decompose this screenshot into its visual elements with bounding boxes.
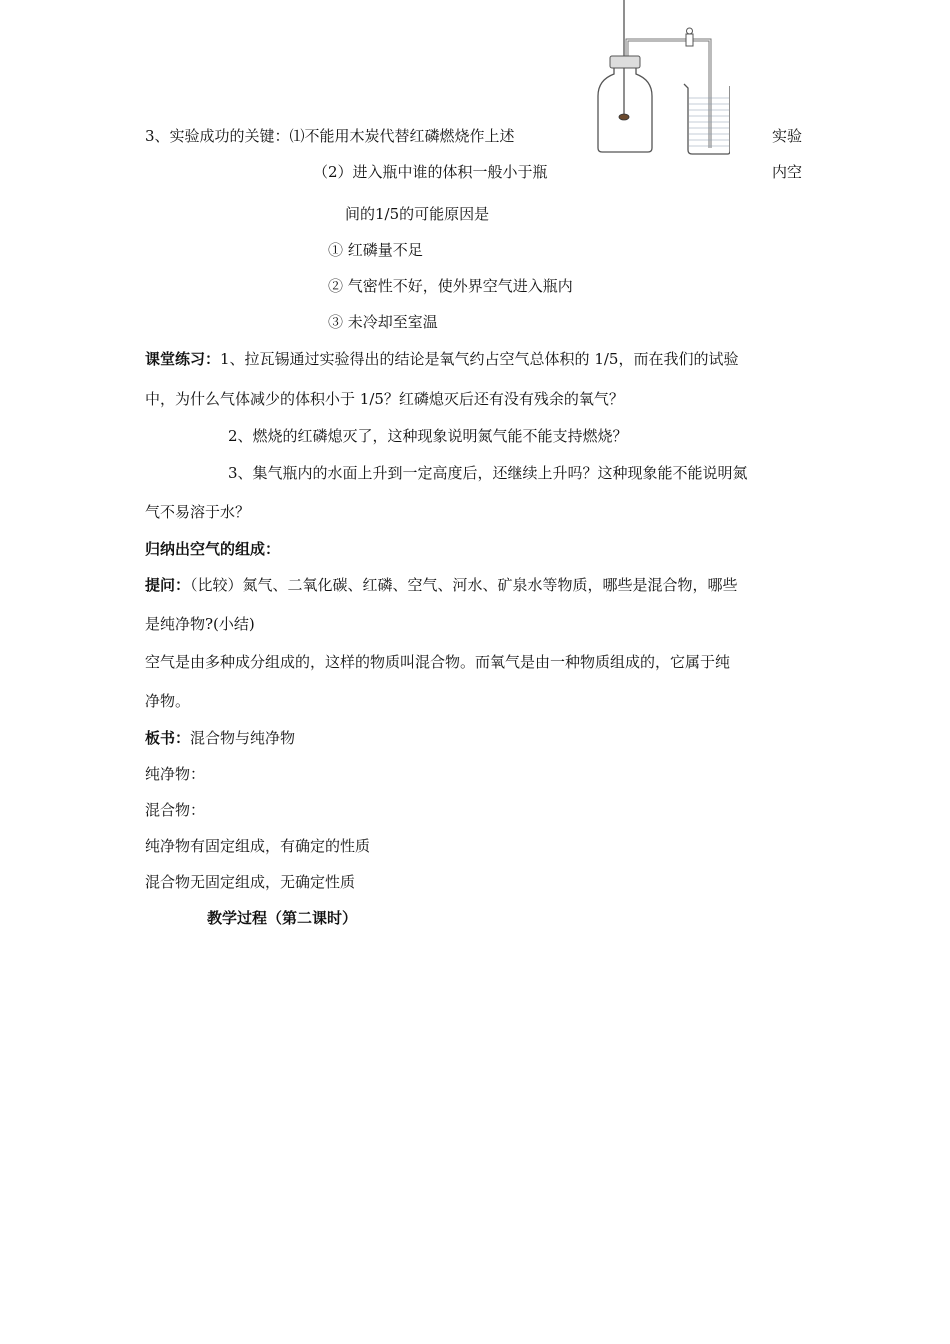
- reason-item: ③ 未冷却至室温: [328, 313, 438, 331]
- jar-stopper: [610, 56, 640, 68]
- exercise-label: 课堂练习：: [145, 350, 221, 368]
- board-line: 混合物：: [145, 801, 206, 819]
- experiment-apparatus-illustration: [590, 0, 730, 158]
- key-point-2-continuation: 间的1/5的可能原因是: [345, 205, 490, 223]
- board-line: 混合物无固定组成，无确定性质: [145, 873, 356, 891]
- question-label: 提问：: [145, 576, 191, 594]
- question-line1: [145, 575, 738, 595]
- summary-heading: 归纳出空气的组成：: [145, 540, 281, 558]
- key-point-1-suffix: 实验: [772, 127, 803, 145]
- tube-clamp: [686, 28, 693, 46]
- beaker: [684, 84, 730, 154]
- exercise-q1-line2: 中，为什么气体减少的体积小于 1/5？红磷熄灭后还有没有残余的氧气？: [145, 390, 624, 408]
- exercise-q2: 2、燃烧的红磷熄灭了，这种现象说明氮气能不能支持燃烧？: [228, 427, 628, 445]
- exercise-q1-line1: [145, 349, 738, 369]
- board-line: 纯净物有固定组成，有确定的性质: [145, 837, 371, 855]
- explanation-line1: 空气是由多种成分组成的，这样的物质叫混合物。而氧气是由一种物质组成的，它属于纯: [145, 653, 731, 671]
- key-point-2: （2）进入瓶中谁的体积一般小于瓶: [313, 163, 548, 181]
- board-title: 混合物与纯净物: [190, 729, 296, 747]
- board-label: 板书：: [145, 729, 191, 747]
- exercise-q1-text: 1、拉瓦锡通过实验得出的结论是氧气约占空气总体积的 1/5，而在我们的试验: [220, 350, 739, 368]
- question-text: （比较）氮气、二氧化碳、红磷、空气、河水、矿泉水等物质，哪些是混合物，哪些: [190, 576, 738, 594]
- board-title-line: [145, 728, 295, 748]
- key-point-1: 3、实验成功的关键：⑴不能用木炭代替红磷燃烧作上述: [145, 127, 515, 145]
- key-point-2-suffix: 内空: [772, 163, 803, 181]
- explanation-line2: 净物。: [145, 692, 191, 710]
- next-section-heading: 教学过程（第二课时）: [207, 909, 358, 927]
- reason-item: ② 气密性不好，使外界空气进入瓶内: [328, 277, 573, 295]
- collecting-jar: [598, 68, 652, 152]
- reason-item: ① 红磷量不足: [328, 241, 423, 259]
- combustion-spoon: [619, 114, 629, 120]
- board-line: 纯净物：: [145, 765, 206, 783]
- exercise-q3-line1: 3、集气瓶内的水面上升到一定高度后，还继续上升吗？这种现象能不能说明氮: [228, 464, 748, 482]
- question-line2: 是纯净物?(小结): [145, 615, 255, 633]
- exercise-q3-line2: 气不易溶于水？: [145, 503, 251, 521]
